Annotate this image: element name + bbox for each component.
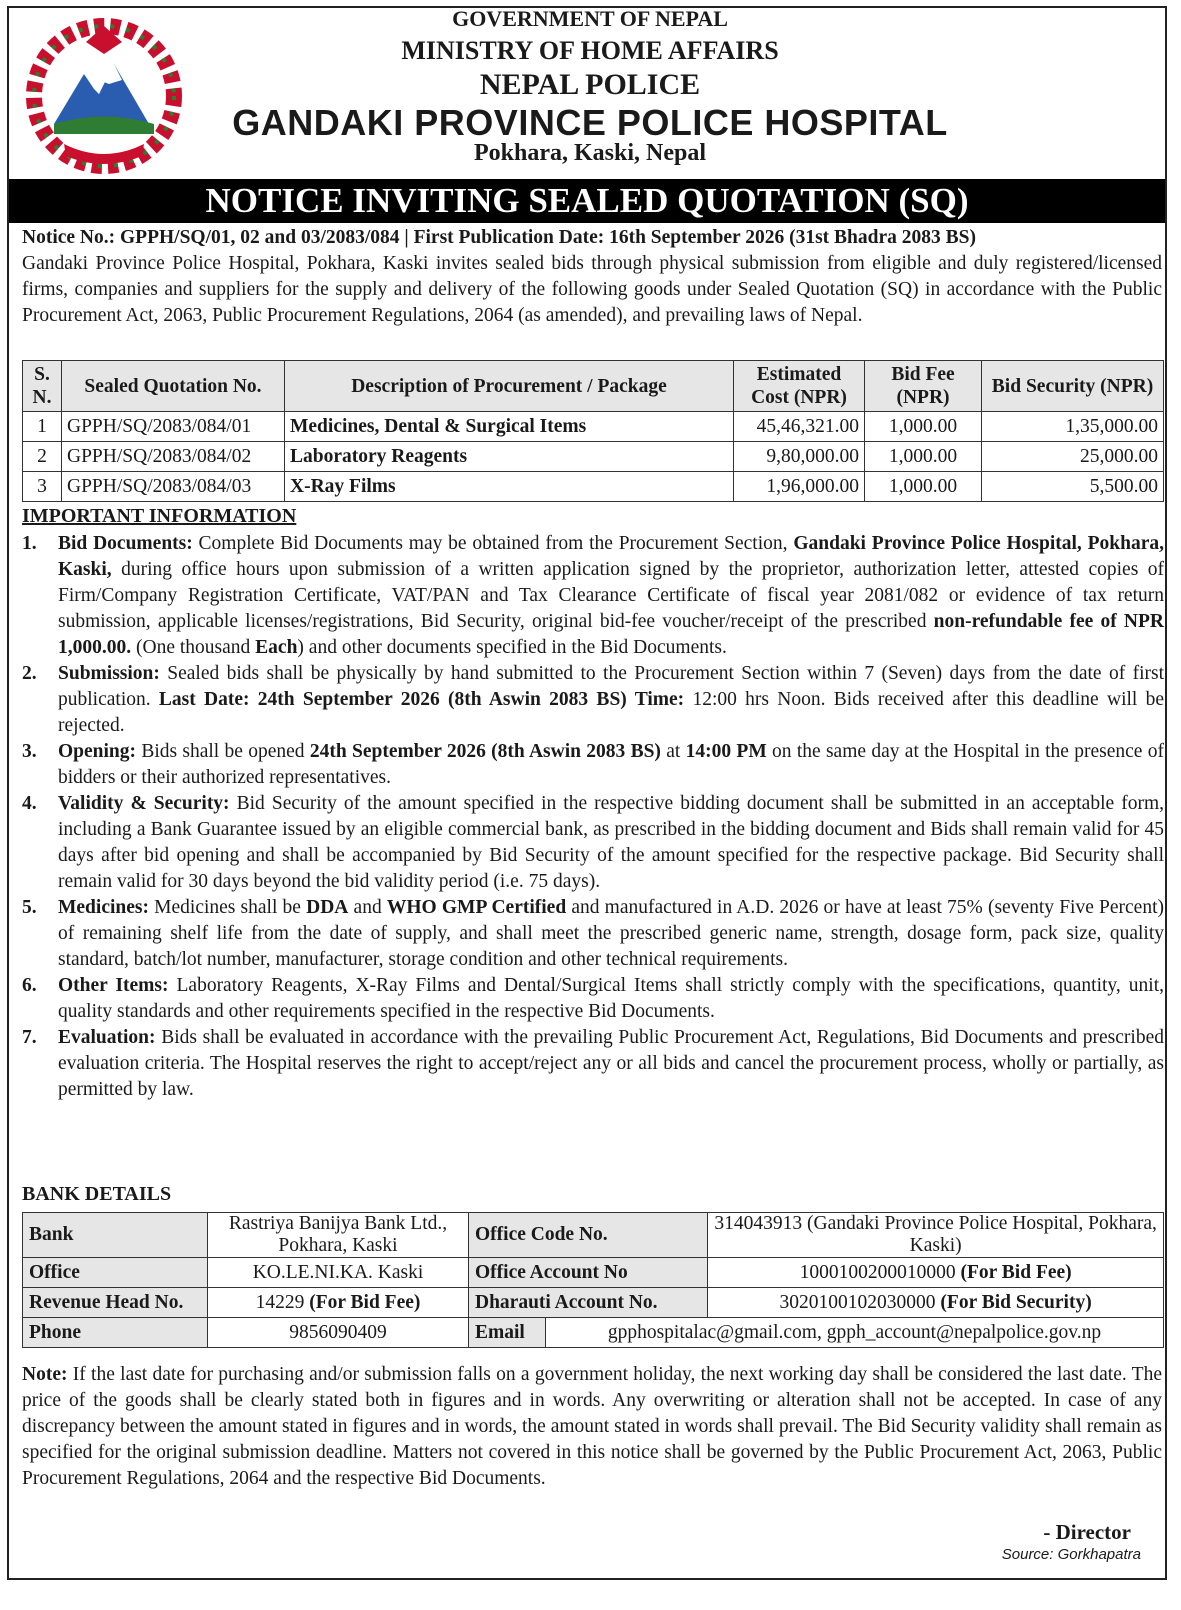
table-row bbox=[23, 1318, 1164, 1348]
tender-table-header-row bbox=[23, 361, 1164, 412]
item-number: 4. bbox=[22, 793, 37, 814]
cell-sq-no: GPPH/SQ/2083/084/02 bbox=[62, 442, 285, 472]
item-number: 6. bbox=[22, 975, 37, 996]
phone-label: Phone bbox=[23, 1318, 208, 1348]
item-text-bold: Each bbox=[255, 637, 298, 658]
th-description: Description of Procurement / Package bbox=[285, 361, 734, 412]
dharauti-note: (For Bid Security) bbox=[935, 1291, 1092, 1313]
item-lead: Bid Documents: bbox=[58, 533, 193, 554]
item-lead: Evaluation: bbox=[58, 1027, 156, 1048]
table-row bbox=[23, 412, 1164, 442]
cell-sn: 2 bbox=[23, 442, 62, 472]
th-sq-no: Sealed Quotation No. bbox=[62, 361, 285, 412]
item-text-bold: Last Date: 24th September 2026 (8th Aswin 2083 BS) Time: bbox=[158, 689, 685, 710]
cell-sq-no: GPPH/SQ/2083/084/03 bbox=[62, 472, 285, 502]
list-item bbox=[22, 739, 1164, 791]
note-paragraph bbox=[22, 1362, 1162, 1492]
cell-sn: 1 bbox=[23, 412, 62, 442]
nepal-government-emblem-icon bbox=[24, 14, 184, 174]
item-lead: Validity & Security: bbox=[58, 793, 230, 814]
table-row bbox=[23, 1288, 1164, 1318]
item-text: at bbox=[660, 741, 686, 762]
cell-description: Medicines, Dental & Surgical Items bbox=[285, 412, 734, 442]
item-text: ) and other documents specified in the Bid Documents. bbox=[297, 637, 727, 658]
phone-value: 9856090409 bbox=[208, 1318, 469, 1348]
cell-description: Laboratory Reagents bbox=[285, 442, 734, 472]
item-text: and bbox=[348, 897, 387, 918]
item-lead: Medicines: bbox=[58, 897, 149, 918]
header-address: Pokhara, Kaski, Nepal bbox=[473, 140, 707, 166]
cell-description: X-Ray Films bbox=[285, 472, 734, 502]
cell-estimated-cost: 45,46,321.00 bbox=[734, 412, 865, 442]
list-item bbox=[22, 1025, 1164, 1103]
office-account-label: Office Account No bbox=[469, 1258, 708, 1288]
header-government: GOVERNMENT OF NEPAL bbox=[452, 6, 728, 31]
office-code-label: Office Code No. bbox=[469, 1213, 708, 1258]
item-text-bold: non-refundable fee of NPR 1,000.00. bbox=[58, 611, 1164, 658]
source-credit: Source: Gorkhapatra bbox=[1001, 1546, 1141, 1563]
list-item bbox=[22, 973, 1164, 1025]
office-account-cell bbox=[708, 1258, 1164, 1288]
office-label: Office bbox=[23, 1258, 208, 1288]
email-value: gpphospitalac@gmail.com, gpph_account@nepalpolice.gov.np bbox=[546, 1318, 1164, 1348]
item-number: 3. bbox=[22, 741, 37, 762]
header-police: NEPAL POLICE bbox=[479, 68, 701, 101]
item-text-bold: DDA bbox=[306, 897, 349, 918]
table-row bbox=[23, 1213, 1164, 1258]
revenue-head-label: Revenue Head No. bbox=[23, 1288, 208, 1318]
item-text-bold: WHO GMP Certified bbox=[386, 897, 567, 918]
revenue-head-cell bbox=[208, 1288, 469, 1318]
item-text: during office hours upon submission of a written application signed by the proprietor, authorization letter, attested copies of Firm/Company Registration Certificate, VAT/PAN and Tax Clearance Certificate of fiscal year 2081/082 or evidence of tax return submission, applicable licenses/registrations, Bid Security, original bid-fee voucher/receipt of the prescribed bbox=[58, 559, 1164, 632]
item-text: Bids shall be opened bbox=[136, 741, 310, 762]
item-number: 5. bbox=[22, 897, 37, 918]
notice-title-banner: NOTICE INVITING SEALED QUOTATION (SQ) bbox=[9, 179, 1165, 223]
office-code-value: 314043913 (Gandaki Province Police Hospital, Pokhara, Kaski) bbox=[708, 1213, 1164, 1258]
item-text-bold: 24th September 2026 (8th Aswin 2083 BS) bbox=[309, 741, 661, 762]
item-text: Bids shall be evaluated in accordance with the prevailing Public Procurement Act, Regulations, Bid Documents and prescribed evaluation criteria. The Hospital reserves the right to accept/reject any or all bids and cancel the procurement process, wholly or partially, as permitted by law. bbox=[58, 1027, 1164, 1100]
item-number: 7. bbox=[22, 1027, 37, 1048]
important-info-list bbox=[22, 531, 1164, 1103]
table-row bbox=[23, 472, 1164, 502]
signature: - Director bbox=[1043, 1520, 1131, 1544]
intro-paragraph: Gandaki Province Police Hospital, Pokhara, Kaski invites sealed bids through physical submission from eligible and duly registered/licensed firms, companies and suppliers for the supply and delivery of the following goods under Sealed Quotation (SQ) in accordance with the Public Procurement Act, 2063, Public Procurement Regulations, 2064 (as amended), and prevailing laws of Nepal. bbox=[22, 253, 1162, 326]
item-lead: Opening: bbox=[58, 741, 137, 762]
cell-bid-security: 5,500.00 bbox=[982, 472, 1164, 502]
note-lead: Note: bbox=[22, 1364, 68, 1385]
list-item bbox=[22, 531, 1164, 661]
tender-table bbox=[22, 360, 1164, 502]
cell-estimated-cost: 9,80,000.00 bbox=[734, 442, 865, 472]
cell-bid-security: 25,000.00 bbox=[982, 442, 1164, 472]
item-text: Medicines shall be bbox=[148, 897, 307, 918]
th-bid-security: Bid Security (NPR) bbox=[982, 361, 1164, 412]
dharauti-cell bbox=[708, 1288, 1164, 1318]
item-lead: Submission: bbox=[58, 663, 160, 684]
cell-sq-no: GPPH/SQ/2083/084/01 bbox=[62, 412, 285, 442]
item-text-bold: 14:00 PM bbox=[685, 741, 767, 762]
th-bid-fee: Bid Fee (NPR) bbox=[865, 361, 982, 412]
cell-bid-fee: 1,000.00 bbox=[865, 442, 982, 472]
table-row bbox=[23, 1258, 1164, 1288]
list-item bbox=[22, 791, 1164, 895]
bank-details-table bbox=[22, 1212, 1164, 1348]
item-number: 2. bbox=[22, 663, 37, 684]
item-text: on the same day at the Hospital in the presence of bidders or their authorized representatives. bbox=[58, 741, 1165, 788]
item-text: Complete Bid Documents may be obtained from the Procurement Section, bbox=[192, 533, 794, 554]
important-info-title: IMPORTANT INFORMATION bbox=[22, 505, 297, 527]
list-item bbox=[22, 895, 1164, 973]
list-item bbox=[22, 661, 1164, 739]
bank-value: Rastriya Banijya Bank Ltd., Pokhara, Kaski bbox=[208, 1213, 469, 1258]
bank-details-title: BANK DETAILS bbox=[22, 1183, 172, 1205]
revenue-head-value: 14229 bbox=[255, 1291, 305, 1313]
item-text: Laboratory Reagents, X-Ray Films and Dental/Surgical Items shall strictly comply with the specifications, quantity, unit, quality standards and other requirements specified in the respective Bid Documents. bbox=[58, 975, 1164, 1022]
cell-bid-fee: 1,000.00 bbox=[865, 412, 982, 442]
item-lead: Other Items: bbox=[58, 975, 169, 996]
cell-estimated-cost: 1,96,000.00 bbox=[734, 472, 865, 502]
dharauti-value: 3020100102030000 bbox=[779, 1291, 936, 1313]
header-hospital: GANDAKI PROVINCE POLICE HOSPITAL bbox=[232, 102, 948, 143]
email-label: Email bbox=[469, 1318, 546, 1348]
item-text: 12:00 hrs Noon. Bids received after this deadline will be rejected. bbox=[58, 689, 1165, 736]
office-value: KO.LE.NI.KA. Kaski bbox=[208, 1258, 469, 1288]
cell-bid-fee: 1,000.00 bbox=[865, 472, 982, 502]
item-text: (One thousand bbox=[131, 637, 256, 658]
table-row bbox=[23, 442, 1164, 472]
item-number: 1. bbox=[22, 533, 37, 554]
cell-bid-security: 1,35,000.00 bbox=[982, 412, 1164, 442]
office-account-value: 1000100200010000 bbox=[799, 1261, 956, 1283]
revenue-head-note: (For Bid Fee) bbox=[304, 1291, 421, 1313]
th-sn: S. N. bbox=[23, 361, 62, 412]
cell-sn: 3 bbox=[23, 472, 62, 502]
item-text: Bid Security of the amount specified in the respective bidding document shall be submitted in an acceptable form, including a Bank Guarantee issued by an eligible commercial bank, as prescribed in the bidding document and Bids shall remain valid for 45 days after bid opening and shall be accompanied by Bid Security of the amount specified for the respective package. Bid Security shall remain valid for 30 days beyond the bid validity period (i.e. 75 days). bbox=[58, 793, 1164, 892]
note-text: If the last date for purchasing and/or submission falls on a government holiday, the next working day shall be considered the last date. The price of the goods shall be clearly stated both in figures and in words. Any overwriting or alteration shall not be accepted. In case of any discrepancy between the amount stated in figures and in words, the amount stated in words shall prevail. The Bid Security validity shall remain as specified for the original submission deadline. Matters not covered in this notice shall be governed by the Public Procurement Act, 2063, Public Procurement Regulations, 2064 and the respective Bid Documents. bbox=[22, 1364, 1162, 1489]
th-estimated-cost: Estimated Cost (NPR) bbox=[734, 361, 865, 412]
office-account-note: (For Bid Fee) bbox=[955, 1261, 1072, 1283]
dharauti-label: Dharauti Account No. bbox=[469, 1288, 708, 1318]
item-text-bold: Gandaki Province Police Hospital, Pokhara, Kaski, bbox=[58, 533, 1164, 580]
header-ministry: MINISTRY OF HOME AFFAIRS bbox=[401, 36, 779, 65]
notice-number-line: Notice No.: GPPH/SQ/01, 02 and 03/2083/084 | First Publication Date: 16th September 2026 (31st Bhadra 2083 BS) bbox=[22, 227, 976, 248]
item-text: Sealed bids shall be physically by hand submitted to the Procurement Section within 7 (Seven) days from the date of first publication. bbox=[58, 663, 1164, 710]
item-text: and manufactured in A.D. 2026 or have at least 75% (seventy Five Percent) of remaining shelf life from the date of supply, and shall meet the prescribed generic name, strength, dosage form, pack size, quality standard, batch/lot number, manufacturer, storage condition and other technical requirements. bbox=[58, 897, 1164, 970]
bank-label: Bank bbox=[23, 1213, 208, 1258]
